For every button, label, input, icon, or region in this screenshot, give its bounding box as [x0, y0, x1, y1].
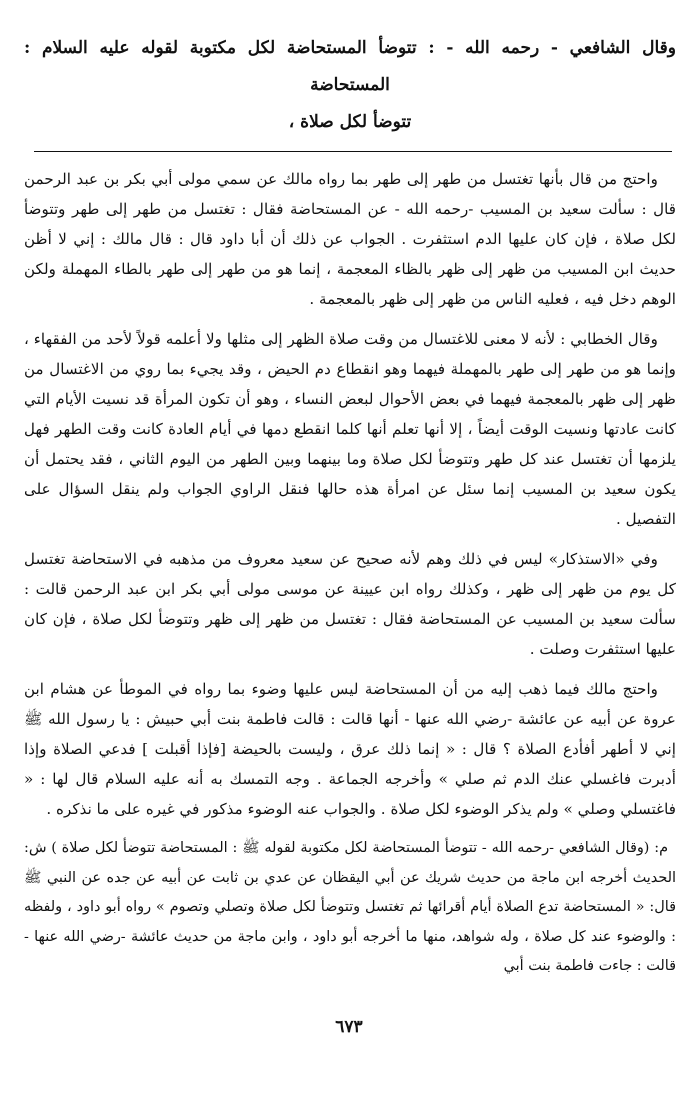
section-heading: [24, 30, 676, 141]
paragraph-1: واحتج من قال بأنها تغتسل من طهر إلى طهر بما رواه مالك عن سمي مولى أبي بكر بن عبد الرحمن قال : سألت سعيد بن المسيب -رحمه الله - عن المستحاضة فقال : تغتسل من طهر إلى طهر وتتوضأ لكل صلاة ، فإن كان عليها الدم استثفرت . الجواب عن ذلك أن أبا داود قال : قال مالك : إني لا أظن حديث ابن المسيب من ظهر إلى ظهر بالظاء المعجمة ، إنما هو من طهر إلى طهر بالطاء المهملة ولكن الوهم دخل فيه ، فعليه الناس من ظهر إلى ظهر بالمعجمة .: [24, 170, 676, 308]
heading-line-2: تتوضأ لكل صلاة ،: [288, 112, 412, 132]
paragraph-5: م: (وقال الشافعي -رحمه الله - تتوضأ المستحاضة لكل مكتوبة لقوله ﷺ : المستحاضة تتوضأ لكل صلاة ) ش: الحديث أخرجه ابن ماجة من حديث شريك عن أبي اليقظان عن عدي بن ثابت عن أبيه عن جده عن النبي ﷺ قال: « المستحاضة تدع الصلاة أيام أقرائها ثم تغتسل وتتوضأ لكل صلاة وتصلي وتصوم » رواه أبو داود ، ولفظه : والوضوء عند كل صلاة ، وله شواهد، منها ما أخرجه أبو داود ، وابن ماجة من حديث عائشة -رضي الله عنها - قالت : جاءت فاطمة بنت أبي: [24, 840, 676, 974]
heading-line-1: وقال الشافعي - رحمه الله - : تتوضأ المستحاضة لكل مكتوبة لقوله عليه السلام : المستحاضة: [24, 38, 676, 95]
paragraph-2: وقال الخطابي : لأنه لا معنى للاغتسال من وقت صلاة الظهر إلى مثلها ولا أعلمه قولاً لأحد من الفقهاء ، وإنما هو من طهر إلى طهر بالمهملة فيهما وهو انقطاع دم الحيض ، وقد يجيء بما روي من الاغتسال من ظهر إلى ظهر بالمعجمة فيهما في بعض الأحوال لبعض النساء ، وهو أن تكون المرأة قد نسيت الأيام التي كانت عادتها ونسيت الوقت أيضاً ، إلا أنها تعلم أنها كلما انقطع دمها في أيام العادة كانت وقت الطهر فهل يلزمها أن تغتسل عند كل طهر وتتوضأ لكل صلاة وما بينهما وبين الطهر من اليوم الثاني ، فقد يحتمل أن يكون سعيد بن المسيب إنما سئل عن امرأة هذه حالها فنقل الراوي الجواب ولم ينقل السؤال على التفصيل .: [24, 330, 676, 528]
page-number: ٦٧٣: [335, 1017, 363, 1037]
heading-divider: [34, 151, 672, 152]
paragraph-4: واحتج مالك فيما ذهب إليه من أن المستحاضة ليس عليها وضوء بما رواه في الموطأ عن هشام ابن عروة عن أبيه عن عائشة -رضي الله عنها - أنها قالت : قالت فاطمة بنت أبي حبيش : يا رسول الله ﷺ إني لا أطهر أفأدع الصلاة ؟ قال : « إنما ذلك عرق ، وليست بالحيضة [فإذا أقبلت ] فدعي الصلاة وإذا أدبرت فاغسلي عنك الدم ثم صلي » وأخرجه الجماعة . وجه التمسك به أنه عليه السلام قال لها : « فاغتسلي وصلي » ولم يذكر الوضوء لكل صلاة . والجواب عنه الوضوء مذكور في غيره على ما نذكره .: [24, 680, 676, 818]
paragraph-3: وفي «الاستذكار» ليس في ذلك وهم لأنه صحيح عن سعيد معروف من مذهبه في الاستحاضة تغتسل كل يوم من ظهر إلى ظهر ، وكذلك رواه ابن عيينة عن موسى مولى أبي بكر ابن عبد الرحمن قالت : سألت سعيد بن المسيب عن المستحاضة فقال : تغتسل من ظهر إلى ظهر وتتوضأ لكل صلاة ، فإن كان عليها استثفرت وصلت .: [24, 550, 676, 658]
